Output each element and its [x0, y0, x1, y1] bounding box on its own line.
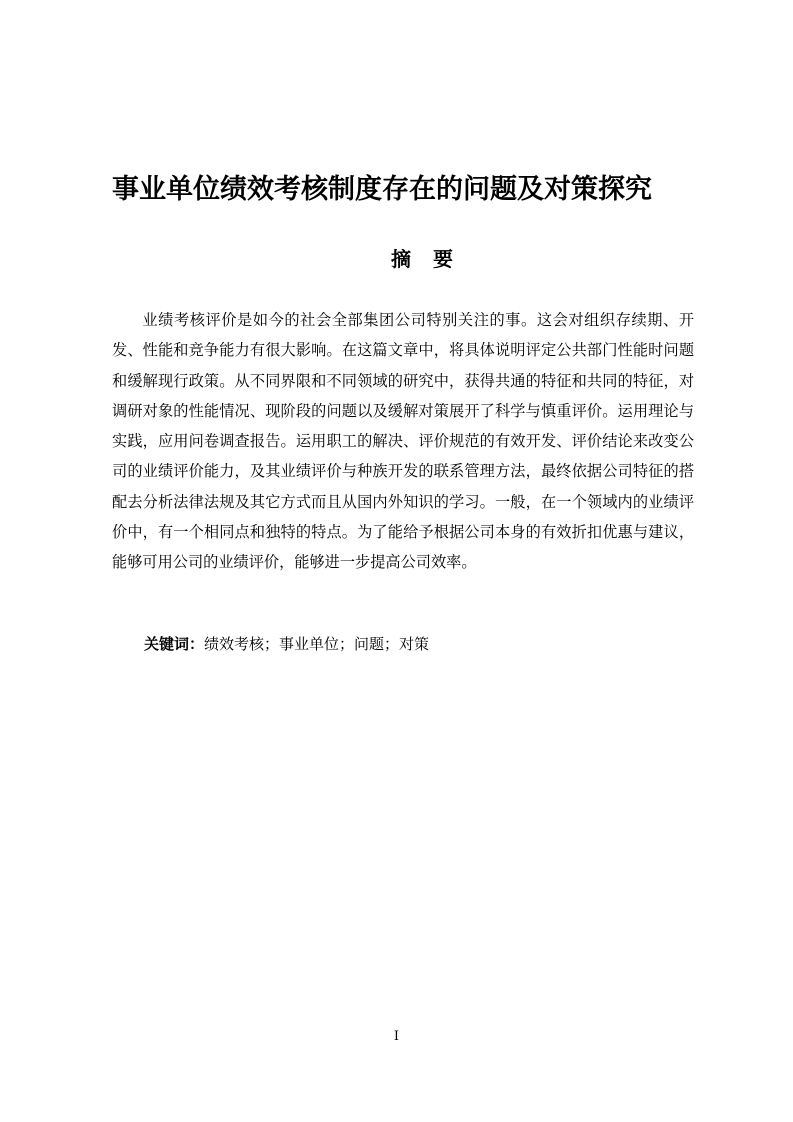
- abstract-body: 业绩考核评价是如今的社会全部集团公司特别关注的事。这会对组织存续期、开发、性能和竞争能力有很大影响。在这篇文章中，将具体说明评定公共部门性能时问题和缓解现行政策。从不同界限和不同领域的研究中，获得共通的特征和共同的特征，对调研对象的性能情况、现阶段的问题以及缓解对策展开了科学与慎重评价。运用理论与实践，应用问卷调查报告。运用职工的解决、评价规范的有效开发、评价结论来改变公司的业绩评价能力，及其业绩评价与种族开发的联系管理方法，最终依据公司特征的搭配去分析法律法规及其它方式而且从国内外知识的学习。一般，在一个领域内的业绩评价中，有一个相同点和独特的特点。为了能给予根据公司本身的有效折扣优惠与建议，能够可用公司的业绩评价，能够进一步提高公司效率。: [112, 311, 694, 572]
- document-title: 事业单位绩效考核制度存在的问题及对策探究: [112, 174, 652, 205]
- keywords-label: 关键词：: [144, 635, 205, 653]
- abstract-heading: 摘要: [391, 247, 475, 271]
- keywords-line: [144, 630, 704, 658]
- page-number: I: [393, 1029, 400, 1044]
- keywords-value: 绩效考核；事业单位；问题；对策: [204, 635, 430, 653]
